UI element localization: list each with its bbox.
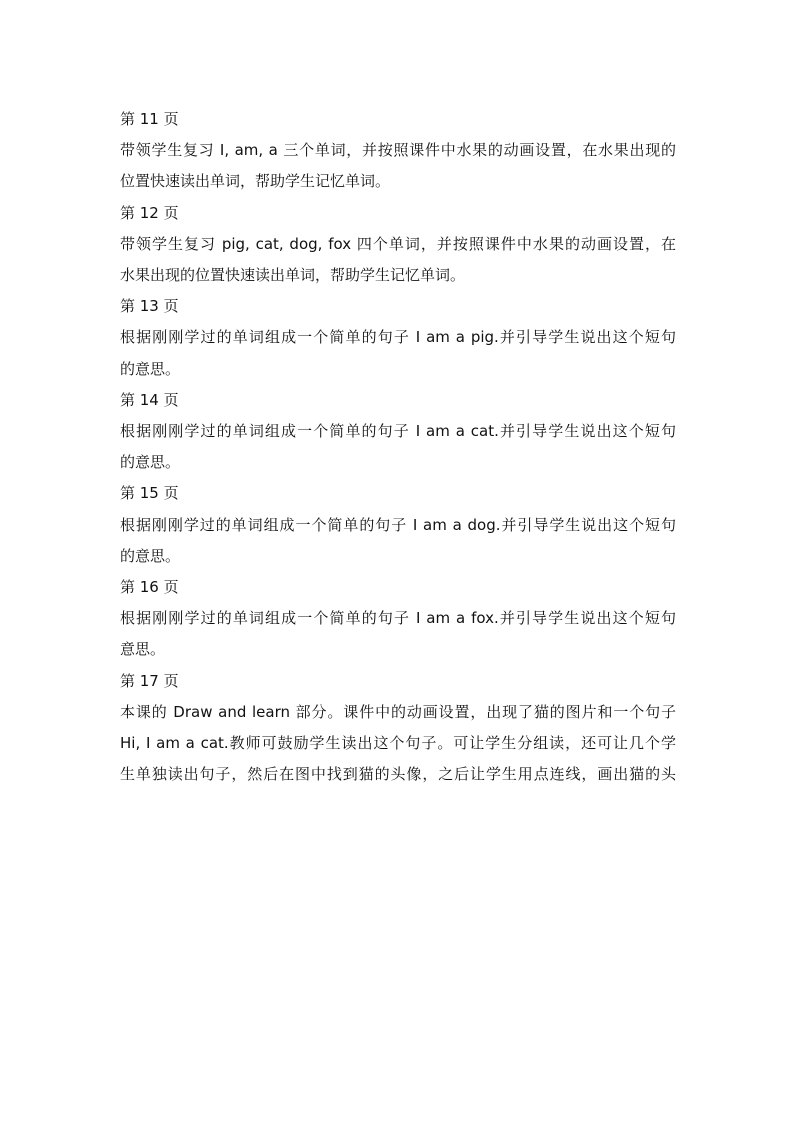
paragraph-line: 的意思。 bbox=[120, 453, 181, 472]
paragraph-line: 的意思。 bbox=[120, 359, 181, 378]
paragraph-line: 根据刚刚学过的单词组成一个简单的句子 I am a fox.并引导学生说出这个短句 bbox=[120, 609, 676, 628]
page-heading-12: 第 12 页 bbox=[120, 203, 179, 222]
paragraph-line: 带领学生复习 I, am, a 三个单词，并按照课件中水果的动画设置，在水果出现的 bbox=[120, 141, 676, 160]
paragraph-line: 根据刚刚学过的单词组成一个简单的句子 I am a pig.并引导学生说出这个短句 bbox=[120, 328, 676, 347]
page-heading-11: 第 11 页 bbox=[120, 110, 179, 128]
paragraph-line: 意思。 bbox=[120, 640, 166, 659]
paragraph-line: 的意思。 bbox=[120, 546, 181, 565]
page-heading-14: 第 14 页 bbox=[120, 390, 179, 409]
paragraph-line: 水果出现的位置快速读出单词，帮助学生记忆单词。 bbox=[120, 266, 466, 285]
page-heading-16: 第 16 页 bbox=[120, 578, 179, 597]
paragraph-line: 位置快速读出单词，帮助学生记忆单词。 bbox=[120, 172, 391, 191]
page-heading-17: 第 17 页 bbox=[120, 671, 179, 690]
page-heading-15: 第 15 页 bbox=[120, 484, 179, 503]
paragraph-line: Hi, I am a cat.教师可鼓励学生读出这个句子。可让学生分组读，还可让几个学 bbox=[120, 734, 676, 753]
paragraph-line: 生单独读出句子，然后在图中找到猫的头像，之后让学生用点连线，画出猫的头 bbox=[120, 765, 676, 784]
document-page bbox=[120, 104, 676, 790]
paragraph-line: 本课的 Draw and learn 部分。课件中的动画设置，出现了猫的图片和一个句子 bbox=[120, 702, 676, 721]
page-heading-13: 第 13 页 bbox=[120, 297, 179, 316]
paragraph-line: 根据刚刚学过的单词组成一个简单的句子 I am a cat.并引导学生说出这个短句 bbox=[120, 422, 676, 441]
paragraph-line: 带领学生复习 pig, cat, dog, fox 四个单词，并按照课件中水果的动画设置，在 bbox=[120, 234, 676, 253]
paragraph-line: 根据刚刚学过的单词组成一个简单的句子 I am a dog.并引导学生说出这个短句 bbox=[120, 515, 676, 534]
